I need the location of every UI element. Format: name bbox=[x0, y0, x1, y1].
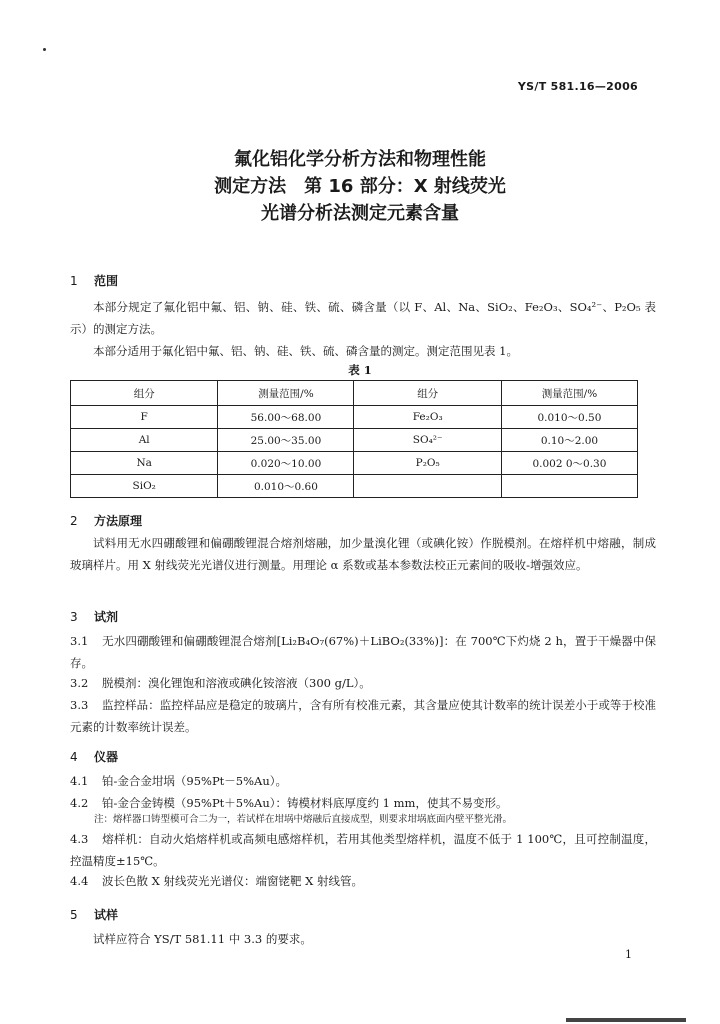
item-text: 脱模剂：溴化锂饱和溶液或碘化铵溶液（300 g/L）。 bbox=[102, 676, 371, 690]
document-title bbox=[0, 146, 720, 227]
item-text: 铂-金合金坩埚（95%Pt－5%Au）。 bbox=[102, 774, 288, 788]
section-heading-sample bbox=[70, 906, 118, 923]
reagent-item bbox=[70, 694, 656, 738]
measurement-range-table bbox=[70, 380, 638, 498]
section-number: 3 bbox=[70, 610, 78, 624]
instrument-item bbox=[70, 870, 656, 892]
table-cell: Al bbox=[71, 429, 218, 452]
column-header: 测量范围/% bbox=[218, 381, 354, 406]
title-line: 测定方法 第 16 部分：X 射线荧光 bbox=[214, 176, 506, 197]
instrument-note: 注：熔样器口铸型模可合二为一，若试样在坩埚中熔融后直接成型，则要求坩埚底面内壁平整光滑。 bbox=[94, 814, 513, 825]
instrument-item bbox=[70, 792, 656, 814]
section-number: 4 bbox=[70, 750, 78, 764]
section-title: 范围 bbox=[94, 274, 119, 288]
table-cell: 56.00～68.00 bbox=[218, 406, 354, 429]
item-number: 4.1 bbox=[70, 774, 89, 788]
item-number: 3.2 bbox=[70, 676, 89, 690]
item-text: 监控样品：监控样品应是稳定的玻璃片，含有所有校准元素，其含量应使其计数率的统计误差小于或等于校准元素的计数率统计误差。 bbox=[70, 698, 656, 734]
table-cell: 0.10～2.00 bbox=[501, 429, 637, 452]
section-number: 5 bbox=[70, 908, 78, 922]
table-cell: P₂O₅ bbox=[354, 452, 501, 475]
item-text: 铂-金合金铸模（95%Pt＋5%Au）：铸模材料底厚度约 1 mm，使其不易变形。 bbox=[102, 796, 508, 810]
table-cell: F bbox=[71, 406, 218, 429]
section-heading-reagents bbox=[70, 608, 118, 625]
table-cell: Na bbox=[71, 452, 218, 475]
table-cell: SiO₂ bbox=[71, 475, 218, 498]
table-cell: 25.00～35.00 bbox=[218, 429, 354, 452]
table-caption: 表 1 bbox=[348, 363, 372, 377]
item-text: 波长色散 X 射线荧光光谱仪：端窗铑靶 X 射线管。 bbox=[102, 874, 363, 888]
section-heading-principle bbox=[70, 512, 142, 529]
section-title: 仪器 bbox=[94, 750, 119, 764]
table-row bbox=[71, 475, 638, 498]
instrument-item bbox=[70, 770, 656, 792]
page-number: 1 bbox=[625, 948, 632, 961]
item-number: 3.1 bbox=[70, 634, 89, 648]
table-cell: 0.010～0.60 bbox=[218, 475, 354, 498]
section-heading-scope bbox=[70, 272, 118, 289]
scope-paragraph-1: 本部分规定了氟化铝中氟、铝、钠、硅、铁、硫、磷含量（以 F、Al、Na、SiO₂、Fe₂O₃、SO₄²⁻、P₂O₅ 表示）的测定方法。 bbox=[70, 300, 656, 336]
scan-edge-artifact bbox=[566, 1018, 686, 1022]
table-cell: 0.020～10.00 bbox=[218, 452, 354, 475]
section-title: 方法原理 bbox=[94, 514, 143, 528]
item-number: 4.2 bbox=[70, 796, 89, 810]
column-header: 测量范围/% bbox=[501, 381, 637, 406]
table-cell: 0.010～0.50 bbox=[501, 406, 637, 429]
section-number: 2 bbox=[70, 514, 78, 528]
table-row bbox=[71, 429, 638, 452]
table-cell bbox=[354, 475, 501, 498]
scan-speck bbox=[43, 48, 46, 51]
principle-paragraph: 试料用无水四硼酸锂和偏硼酸锂混合熔剂熔融，加少量溴化锂（或碘化铵）作脱模剂。在熔样机中熔融，制成玻璃样片。用 X 射线荧光光谱仪进行测量。用理论 α 系数或基本参数法校正元素间的吸收-增强效应。 bbox=[70, 536, 656, 572]
item-number: 4.3 bbox=[70, 832, 89, 846]
table-row bbox=[71, 452, 638, 475]
section-title: 试剂 bbox=[94, 610, 119, 624]
item-number: 3.3 bbox=[70, 698, 89, 712]
title-line: 氟化铝化学分析方法和物理性能 bbox=[234, 149, 486, 170]
table-cell: 0.002 0～0.30 bbox=[501, 452, 637, 475]
table-cell: Fe₂O₃ bbox=[354, 406, 501, 429]
sample-paragraph: 试样应符合 YS/T 581.11 中 3.3 的要求。 bbox=[93, 932, 312, 946]
reagent-item bbox=[70, 672, 656, 694]
instrument-item bbox=[70, 828, 656, 872]
section-title: 试样 bbox=[94, 908, 119, 922]
item-text: 无水四硼酸锂和偏硼酸锂混合熔剂[Li₂B₄O₇(67%)＋LiBO₂(33%)]：在 700℃下灼烧 2 h，置于干燥器中保存。 bbox=[70, 634, 656, 670]
reagent-item bbox=[70, 630, 656, 674]
table-cell bbox=[501, 475, 637, 498]
standard-number: YS/T 581.16—2006 bbox=[517, 80, 638, 93]
column-header: 组分 bbox=[354, 381, 501, 406]
column-header: 组分 bbox=[71, 381, 218, 406]
item-text: 熔样机：自动火焰熔样机或高频电感熔样机，若用其他类型熔样机，温度不低于 1 100℃，且可控制温度，控温精度±15℃。 bbox=[70, 832, 656, 868]
table-cell: SO₄²⁻ bbox=[354, 429, 501, 452]
section-number: 1 bbox=[70, 274, 78, 288]
title-line: 光谱分析法测定元素含量 bbox=[261, 203, 459, 224]
section-heading-instruments bbox=[70, 748, 118, 765]
table-header-row bbox=[71, 381, 638, 406]
scope-paragraph-2: 本部分适用于氟化铝中氟、铝、钠、硅、铁、硫、磷含量的测定。测定范围见表 1。 bbox=[93, 344, 518, 358]
item-number: 4.4 bbox=[70, 874, 89, 888]
table-row bbox=[71, 406, 638, 429]
